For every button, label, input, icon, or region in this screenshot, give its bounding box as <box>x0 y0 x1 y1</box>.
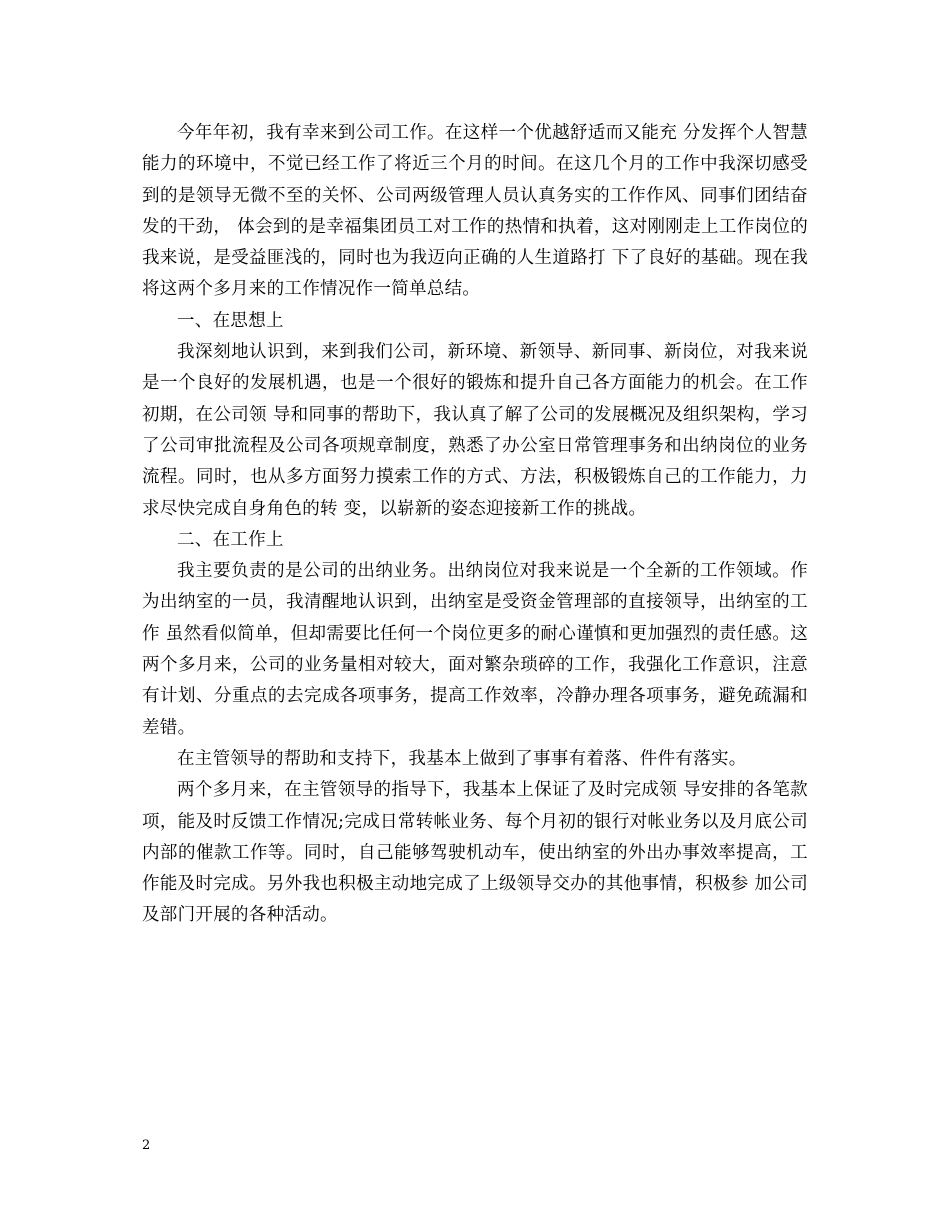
support-paragraph: 在主管领导的帮助和支持下，我基本上做到了事事有着落、件件有落实。 <box>177 748 747 769</box>
section-heading-thought: 一、在思想上 <box>177 310 284 331</box>
document-body <box>142 118 808 932</box>
work-paragraph: 我主要负责的是公司的出纳业务。出纳岗位对我来说是一个全新的工作领域。作为出纳室的一员，我清醒地认识到，出纳室是受资金管理部的直接领导，出纳室的工作 虽然看似简单，但却需要比任何一个岗位更多的耐心谨慎和更加强烈的责任感。这两个多月来，公司的业务量相对较大，面对繁杂琐碎的工作，我强化工作意识，注意有计划、分重点的去完成各项事务，提高工作效率，冷静办理各项事务，避免疏漏和差错。 <box>142 561 808 738</box>
intro-paragraph: 今年年初，我有幸来到公司工作。在这样一个优越舒适而又能充 分发挥个人智慧能力的环境中，不觉已经工作了将近三个月的时间。在这几个月的工作中我深切感受到的是领导无微不至的关怀、公司两级管理人员认真务实的工作作风、同事们团结奋发的干劲， 体会到的是幸福集团员工对工作的热情和执着，这对刚刚走上工作岗位的我来说，是受益匪浅的，同时也为我迈向正确的人生道路打 下了良好的基础。现在我将这两个多月来的工作情况作一简单总结。 <box>142 123 808 300</box>
achievements-paragraph: 两个多月来，在主管领导的指导下，我基本上保证了及时完成领 导安排的各笔款项，能及时反馈工作情况;完成日常转帐业务、每个月初的银行对帐业务以及月底公司内部的催款工作等。同时，自己能够驾驶机动车，使出纳室的外出办事效率提高，工作能及时完成。另外我也积极主动地完成了上级领导交办的其他事情，积极参 加公司及部门开展的各种活动。 <box>142 780 808 926</box>
thought-paragraph: 我深刻地认识到，来到我们公司，新环境、新领导、新同事、新岗位，对我来说是一个良好的发展机遇，也是一个很好的锻炼和提升自己各方面能力的机会。在工作初期，在公司领 导和同事的帮助下，我认真了解了公司的发展概况及组织架构，学习了公司审批流程及公司各项规章制度，熟悉了办公室日常管理事务和出纳岗位的业务流程。同时，也从多方面努力摸索工作的方式、方法，积极锻炼自己的工作能力，力求尽快完成自身角色的转 变，以崭新的姿态迎接新工作的挑战。 <box>142 342 808 519</box>
page-number: 2 <box>142 1138 151 1153</box>
section-heading-work: 二、在工作上 <box>177 529 284 550</box>
